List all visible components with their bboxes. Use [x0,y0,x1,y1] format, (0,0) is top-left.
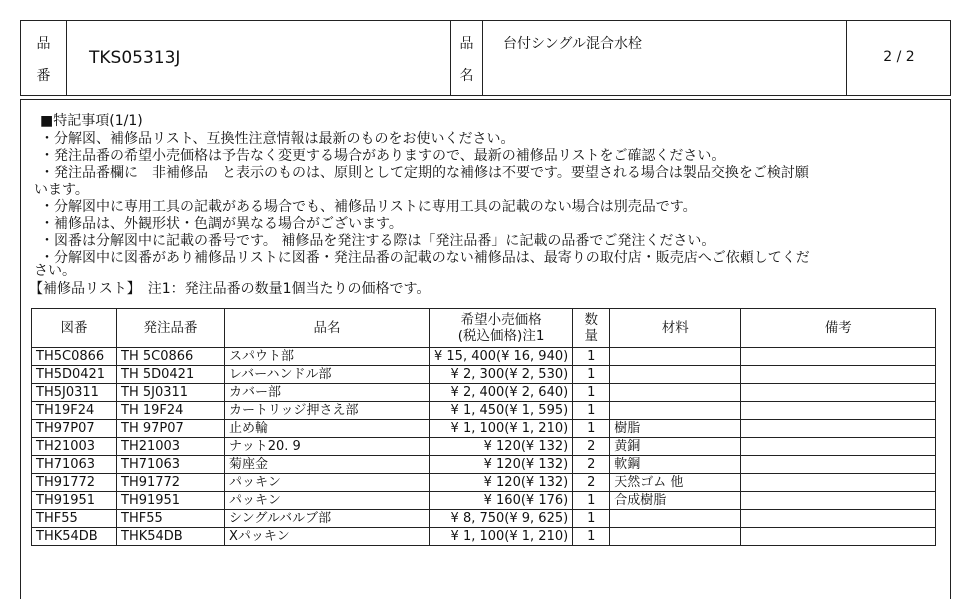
header-price-line2: (税込価格)注1 [457,328,545,344]
cell-name: 止め輪 [225,420,430,438]
header-name: 品名 [225,309,430,348]
cell-qty: 1 [573,492,610,510]
cell-material: 黄銅 [610,438,741,456]
note-line: ・図番は分解図中に記載の番号です。 補修品を発注する際は「発注品番」に記載の品番でご発注ください。 [40,233,716,249]
cell-remarks [741,420,936,438]
part-number-label-top: 品 [36,36,51,52]
cell-remarks [741,456,936,474]
cell-material [610,510,741,528]
cell-qty: 1 [573,402,610,420]
header-qty-line2: 量 [584,328,598,344]
cell-name: パッキン [225,474,430,492]
header-qty [573,309,610,348]
cell-material [610,348,741,366]
cell-order-no: TH 5C0866 [117,348,225,366]
page-number-cell [847,21,951,95]
cell-remarks [741,474,936,492]
cell-fig-no: TH19F24 [32,402,117,420]
cell-price: ¥ 1, 100(¥ 1, 210) [430,528,573,546]
note-line: ・分解図中に図番があり補修品リストに図番・発注品番の記載のない補修品は、最寄りの取付店・販売店へご依頼してくだ [40,250,810,266]
cell-material [610,384,741,402]
cell-order-no: TH91951 [117,492,225,510]
cell-name: 菊座金 [225,456,430,474]
cell-material: 軟鋼 [610,456,741,474]
part-number-cell [67,21,451,95]
cell-material [610,528,741,546]
cell-order-no: TH 97P07 [117,420,225,438]
cell-remarks [741,510,936,528]
cell-remarks [741,438,936,456]
cell-order-no: TH 19F24 [117,402,225,420]
cell-price: ¥ 160(¥ 176) [430,492,573,510]
cell-name: カバー部 [225,384,430,402]
header-order-no: 発注品番 [117,309,225,348]
cell-fig-no: THK54DB [32,528,117,546]
part-number-label-cell [21,21,67,95]
cell-qty: 2 [573,438,610,456]
cell-order-no: THK54DB [117,528,225,546]
table-row [32,348,936,366]
header-fig-no: 図番 [32,309,117,348]
part-number-label-bottom: 番 [36,68,51,84]
cell-order-no: THF55 [117,510,225,528]
product-name-label-bottom: 名 [459,68,474,84]
note-line: ・補修品は、外観形状・色調が異なる場合がございます。 [40,216,403,232]
cell-price: ¥ 2, 300(¥ 2, 530) [430,366,573,384]
cell-name: スパウト部 [225,348,430,366]
page-number: 2 / 2 [883,49,915,65]
cell-fig-no: THF55 [32,510,117,528]
table-row [32,366,936,384]
parts-table-header [32,309,936,348]
cell-fig-no: TH97P07 [32,420,117,438]
cell-fig-no: TH71063 [32,456,117,474]
cell-qty: 1 [573,348,610,366]
header-qty-line1: 数 [584,312,598,328]
cell-price: ¥ 1, 100(¥ 1, 210) [430,420,573,438]
cell-qty: 2 [573,456,610,474]
note-line: さい。 [34,263,76,279]
cell-qty: 1 [573,420,610,438]
product-name-cell [483,21,847,95]
header-material: 材料 [610,309,741,348]
table-row [32,492,936,510]
product-name: 台付シングル混合水栓 [503,36,642,52]
cell-order-no: TH 5D0421 [117,366,225,384]
cell-qty: 1 [573,528,610,546]
cell-remarks [741,366,936,384]
cell-name: パッキン [225,492,430,510]
cell-qty: 1 [573,384,610,402]
cell-fig-no: TH21003 [32,438,117,456]
cell-fig-no: TH91951 [32,492,117,510]
cell-name: レバーハンドル部 [225,366,430,384]
header-price-line1: 希望小売価格 [460,312,542,328]
cell-name: ナット20. 9 [225,438,430,456]
table-row [32,420,936,438]
table-row [32,528,936,546]
cell-price: ¥ 120(¥ 132) [430,456,573,474]
cell-material [610,366,741,384]
cell-fig-no: TH5J0311 [32,384,117,402]
cell-fig-no: TH5D0421 [32,366,117,384]
notes-section [20,99,951,599]
cell-material: 天然ゴム 他 [610,474,741,492]
table-row [32,456,936,474]
cell-material [610,402,741,420]
cell-material: 合成樹脂 [610,492,741,510]
cell-price: ¥ 8, 750(¥ 9, 625) [430,510,573,528]
cell-price: ¥ 2, 400(¥ 2, 640) [430,384,573,402]
cell-price: ¥ 1, 450(¥ 1, 595) [430,402,573,420]
note-line: ・発注品番の希望小売価格は予告なく変更する場合がありますので、最新の補修品リストをご確認ください。 [40,148,726,164]
cell-fig-no: TH5C0866 [32,348,117,366]
cell-fig-no: TH91772 [32,474,117,492]
parts-list-title: 【補修品リスト】 注1：発注品番の数量1個当たりの価格です。 [29,281,431,297]
table-row [32,438,936,456]
parts-table [31,308,936,546]
cell-name: Xパッキン [225,528,430,546]
cell-remarks [741,492,936,510]
document-header [20,20,951,96]
cell-material: 樹脂 [610,420,741,438]
cell-remarks [741,384,936,402]
table-row [32,402,936,420]
cell-price: ¥ 120(¥ 132) [430,438,573,456]
cell-qty: 2 [573,474,610,492]
cell-name: カートリッジ押さえ部 [225,402,430,420]
parts-table-body [32,348,936,546]
part-number: TKS05313J [89,48,181,68]
cell-qty: 1 [573,510,610,528]
notes-title: ■特記事項(1/1) [40,113,143,129]
cell-remarks [741,402,936,420]
table-row [32,474,936,492]
cell-qty: 1 [573,366,610,384]
header-remarks: 備考 [741,309,936,348]
product-name-label-top: 品 [459,36,474,52]
cell-remarks [741,528,936,546]
cell-price: ¥ 120(¥ 132) [430,474,573,492]
note-line: ・分解図中に専用工具の記載がある場合でも、補修品リストに専用工具の記載のない場合は別売品です。 [40,199,697,215]
cell-order-no: TH21003 [117,438,225,456]
cell-order-no: TH91772 [117,474,225,492]
cell-remarks [741,348,936,366]
cell-name: シングルバルブ部 [225,510,430,528]
note-line: います。 [34,182,89,198]
table-row [32,384,936,402]
note-line: ・分解図、補修品リスト、互換性注意情報は最新のものをお使いください。 [40,131,515,147]
cell-price: ¥ 15, 400(¥ 16, 940) [430,348,573,366]
cell-order-no: TH71063 [117,456,225,474]
product-name-label-cell [451,21,483,95]
cell-order-no: TH 5J0311 [117,384,225,402]
note-line: ・発注品番欄に 非補修品 と表示のものは、原則として定期的な補修は不要です。要望される場合は製品交換をご検討願 [40,165,809,181]
table-row [32,510,936,528]
header-price [430,309,573,348]
